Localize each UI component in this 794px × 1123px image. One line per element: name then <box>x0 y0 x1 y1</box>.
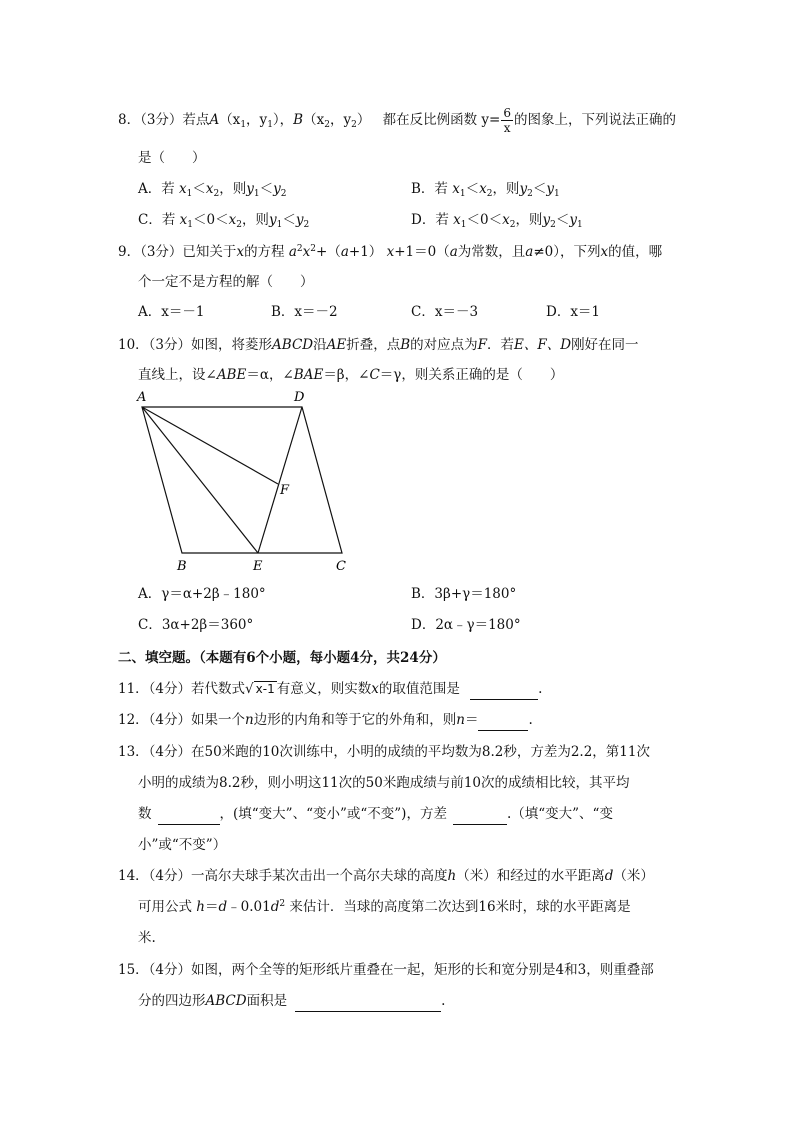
label-f: F <box>280 483 290 498</box>
q9-option-c[interactable]: C．x＝－3 <box>411 304 479 320</box>
label-e: E <box>253 559 263 574</box>
q13-line3: 数 ，(填“变大”、“变小”或“不变”)，方差 .（填“变大”、“变 <box>138 802 613 825</box>
rhombus-outline <box>142 407 342 553</box>
q8-line1: 8．（3分）若点$A(x_1$，$y_1$），$B(x_2$，$y_2$） 都在反比例函数 y= $\frac{6}{x}$ 的图象上，下列说法正确的 <box>118 106 677 135</box>
q8-option-b[interactable]: B．若 $x_1<x_2$，则$y_2<y_1$ <box>411 181 560 199</box>
q14-line1: 14．（4分）一高尔夫球手某次击出一个高尔夫球的高度h（米）和经过的水平距离d（米） <box>118 868 654 884</box>
q14-line2: 可用公式 $h=d﹣0.01d^2$ 来估计．当球的高度第二次达到16米时，球的水平距离是 <box>138 899 631 915</box>
q13-line2: 小明的成绩为8.2秒，则小明这11次的50米跑成绩与前10次的成绩相比较，其平均 <box>138 775 630 791</box>
q12-line: 12．（4分）如果一个n边形的内角和等于它的外角和，则n＝ . <box>118 708 533 731</box>
q10-line2: 直线上，设∠ABE＝α，∠BAE＝β，∠C＝γ，则关系正确的是（ ） <box>138 367 564 383</box>
q10-option-a[interactable]: A．γ＝α+2β﹣180° <box>138 586 266 602</box>
q13-line1: 13．（4分）在50米跑的10次训练中，小明的成绩的平均数为8.2秒，方差为2.2，第11次 <box>118 744 650 760</box>
q9-option-b[interactable]: B．x＝－2 <box>271 304 338 320</box>
label-b: B <box>177 559 187 574</box>
q10-option-b[interactable]: B．3β+γ＝180° <box>411 586 517 602</box>
q8-point-a: A <box>209 112 220 128</box>
q10-line1: 10．（3分）如图，将菱形ABCD沿AE折叠，点B的对应点为F．若E、F、D刚好在同一 <box>118 337 639 353</box>
q8-fraction: $\frac{6}{x}$ <box>503 106 512 135</box>
q13-variance-blank[interactable] <box>453 808 507 825</box>
q9-line1: 9．（3分）已知关于x的方程 $a^2x^2+(a+1)$ x+1＝0（a为常数，且a≠0），下列x的值，哪 <box>118 244 663 260</box>
q10-option-c[interactable]: C．3α+2β＝360° <box>138 617 254 633</box>
sqrt-expression: √ x-1 <box>245 681 275 697</box>
q9-option-d[interactable]: D．x＝1 <box>546 304 601 320</box>
q8-option-c[interactable]: C．若 $x_1<0<x_2$，则$y_1<y_2$ <box>138 212 310 230</box>
segment-ed <box>258 407 302 553</box>
q13-line4: 小”或“不变”） <box>138 837 227 853</box>
q8-point-b: B <box>293 112 304 128</box>
segment-af <box>142 407 278 484</box>
q10-rhombus-figure <box>132 385 362 575</box>
q9-line2: 个一定不是方程的解（ ） <box>138 274 314 290</box>
q11-answer-blank[interactable] <box>470 683 538 700</box>
q14-line3: 米. <box>138 930 156 946</box>
q11-line: 11．（4分）若代数式√ x-1 有意义，则实数x的取值范围是 . <box>118 677 542 700</box>
label-c: C <box>336 559 346 574</box>
q8-option-d[interactable]: D．若 $x_1<0<x_2$，则$y_2<y_1$ <box>411 212 583 230</box>
q8-line2: 是（ ） <box>138 150 206 166</box>
q8-option-a[interactable]: A．若 $x_1<x_2$，则$y_1<y_2$ <box>138 181 287 199</box>
q15-line1: 15．（4分）如图，两个全等的矩形纸片重叠在一起，矩形的长和宽分别是4和3，则重叠部 <box>118 962 654 978</box>
q10-option-d[interactable]: D．2α﹣γ＝180° <box>411 617 521 633</box>
q9-option-a[interactable]: A．x＝－1 <box>138 304 205 320</box>
q13-mean-blank[interactable] <box>158 808 220 825</box>
section-2-heading: 二、填空题。（本题有6个小题，每小题4分，共24分） <box>118 650 446 666</box>
q12-answer-blank[interactable] <box>478 714 528 731</box>
q15-answer-blank[interactable] <box>295 995 441 1012</box>
label-a: A <box>137 390 147 405</box>
label-d: D <box>294 390 305 405</box>
fold-line-ae <box>142 407 258 553</box>
q15-line2: 分的四边形ABCD面积是 . <box>138 989 445 1012</box>
